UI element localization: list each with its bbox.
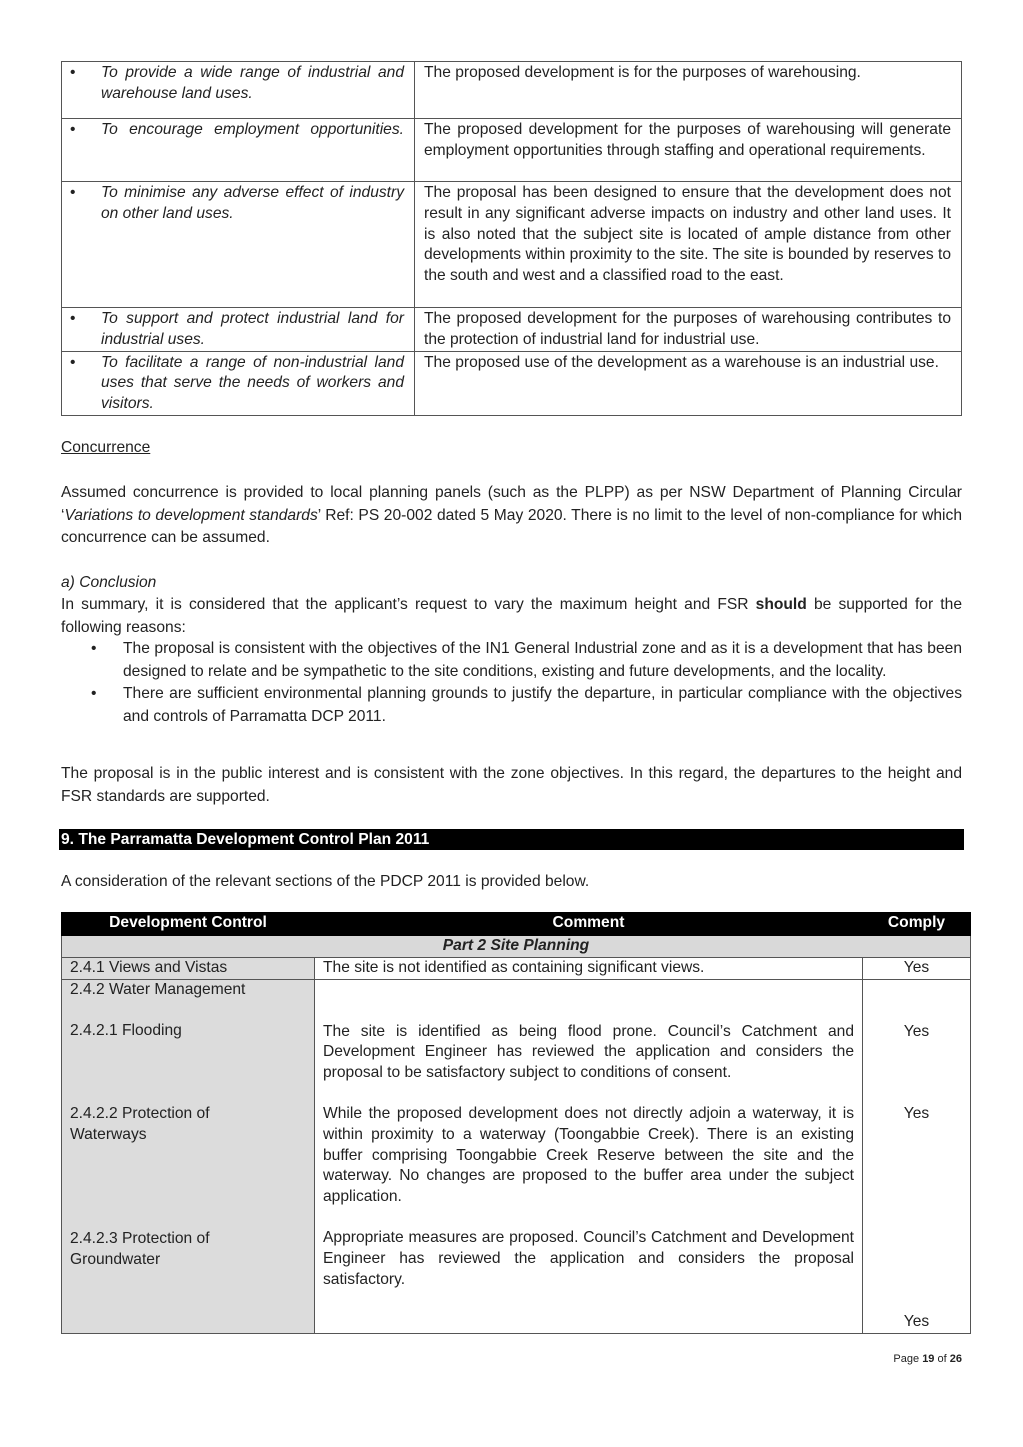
response-cell: The proposed use of the development as a warehouse is an industrial use.	[415, 351, 962, 415]
section-9-heading: 9. The Parramatta Development Control Plan 2011	[59, 829, 964, 850]
waterways-comply: Yes	[903, 1105, 930, 1123]
comply-cell	[863, 979, 971, 1333]
groundwater-comment: Appropriate measures are proposed. Council’s Catchment and Development Engineer has reviewed the application and considers the proposal satisfactory.	[323, 1228, 854, 1288]
objective-cell	[62, 62, 415, 119]
objective-cell	[62, 119, 415, 182]
conclusion-intro	[61, 594, 962, 639]
comment-cell: The site is not identified as containing significant views.	[315, 957, 863, 979]
objective-text: To encourage employment opportunities.	[101, 121, 404, 138]
table-row	[62, 308, 962, 352]
total-pages: 26	[949, 1353, 962, 1365]
concurrence-paragraph	[61, 482, 962, 550]
bullet: •	[91, 685, 97, 702]
bullet: •	[70, 64, 76, 81]
page-label: Page	[893, 1353, 920, 1365]
bullet: •	[70, 121, 76, 138]
objective-text: To provide a wide range of industrial and warehouse land uses.	[101, 64, 404, 102]
page-number	[860, 1353, 962, 1365]
part-subheading: Part 2 Site Planning	[62, 936, 971, 958]
flooding-comply: Yes	[903, 1022, 930, 1040]
waterways-comment: While the proposed development does not directly adjoin a waterway, it is within proximity to a waterway (Toongabbie Creek). There is an existing buffer comprising Toongabbie Creek Reserve between the site and the waterway. No changes are proposed to the buffer area under the subject application.	[323, 1104, 854, 1206]
concurrence-text-after: ’ Ref: PS 20-002 dated 5 May 2020. There is no limit to the level of non-compliance for which concurrence can be assumed.	[61, 506, 962, 546]
conclusion-heading: a) Conclusion	[61, 574, 157, 591]
reasons-list	[61, 638, 962, 728]
current-page: 19	[922, 1353, 935, 1365]
table-row	[62, 979, 971, 1333]
bullet: •	[70, 310, 76, 327]
column-header-comply: Comply	[863, 913, 971, 936]
groundwater-comply: Yes	[903, 1313, 930, 1331]
control-cell	[62, 979, 315, 1333]
response-cell: The proposed development for the purposes of warehousing will generate employment opportunities through staffing and operational requirements.	[415, 119, 962, 182]
control-cell: 2.4.1 Views and Vistas	[62, 957, 315, 979]
table-row	[62, 351, 962, 415]
of-label: of	[937, 1353, 947, 1365]
response-cell: The proposed development is for the purposes of warehousing.	[415, 62, 962, 119]
table-header-row	[62, 913, 971, 936]
flooding-control: 2.4.2.1 Flooding	[70, 1022, 182, 1040]
table-row	[62, 62, 962, 119]
zone-objectives-table	[61, 61, 962, 416]
circular-title: Variations to development standards	[64, 506, 318, 524]
column-header-control: Development Control	[62, 913, 315, 936]
table-subheading-row	[62, 936, 971, 958]
comment-cell	[315, 979, 863, 1333]
response-cell: The proposed development for the purposes of warehousing contributes to the protection of industrial land for industrial use.	[415, 308, 962, 352]
reason-text: The proposal is consistent with the objectives of the IN1 General Industrial zone and as it is a development that has been designed to relate and be sympathetic to the site conditions, existing and future developments, and the locality.	[123, 640, 962, 680]
bullet: •	[70, 184, 76, 201]
table-row	[62, 119, 962, 182]
flooding-comment: The site is identified as being flood prone. Council’s Catchment and Development Engineer has reviewed the application and considers the proposal to be satisfactory subject to conditions of consent.	[323, 1022, 854, 1082]
objective-cell	[62, 308, 415, 352]
objective-cell	[62, 182, 415, 308]
column-header-comment: Comment	[315, 913, 863, 936]
concurrence-text-before: Assumed concurrence is provided to local planning panels (such as the PLPP) as per NSW Department of Planning Circular ‘	[61, 484, 962, 524]
reason-text: There are sufficient environmental planning grounds to justify the departure, in particular compliance with the objectives and controls of Parramatta DCP 2011.	[123, 685, 962, 725]
section-9-intro: A consideration of the relevant sections of the PDCP 2011 is provided below.	[61, 873, 590, 890]
groundwater-control: 2.4.2.3 Protection of Groundwater	[70, 1229, 210, 1268]
concurrence-heading: Concurrence	[61, 439, 151, 456]
conclusion-intro-bold: should	[755, 596, 807, 613]
bullet: •	[70, 353, 76, 371]
table-row	[62, 957, 971, 979]
comply-cell: Yes	[863, 957, 971, 979]
response-cell: The proposal has been designed to ensure that the development does not result in any significant adverse impacts on industry and other land uses. It is also noted that the subject site is located of ample distance from other developments within proximity to the site. The site is bounded by reserves to the south and west and a classified road to the east.	[415, 182, 962, 308]
list-item	[61, 683, 962, 728]
bullet: •	[91, 640, 97, 657]
objective-cell	[62, 351, 415, 415]
list-item	[61, 638, 962, 683]
objective-text: To support and protect industrial land for industrial uses.	[101, 310, 404, 348]
table-row	[62, 182, 962, 308]
dcp-compliance-table	[61, 912, 971, 1334]
waterways-control: 2.4.2.2 Protection of Waterways	[70, 1105, 210, 1143]
conclusion-intro-after: be supported for the following reasons:	[61, 596, 962, 636]
objective-text: To facilitate a range of non-industrial land uses that serve the needs of workers and visitors.	[101, 353, 404, 413]
water-management-title: 2.4.2 Water Management	[70, 980, 246, 998]
conclusion-closing: The proposal is in the public interest and is consistent with the zone objectives. In this regard, the departures to the height and FSR standards are supported.	[61, 765, 962, 805]
objective-text: To minimise any adverse effect of industry on other land uses.	[101, 184, 404, 222]
conclusion-intro-before: In summary, it is considered that the applicant’s request to vary the maximum height and FSR	[61, 596, 756, 613]
reasons-list-wrapper	[61, 638, 962, 728]
